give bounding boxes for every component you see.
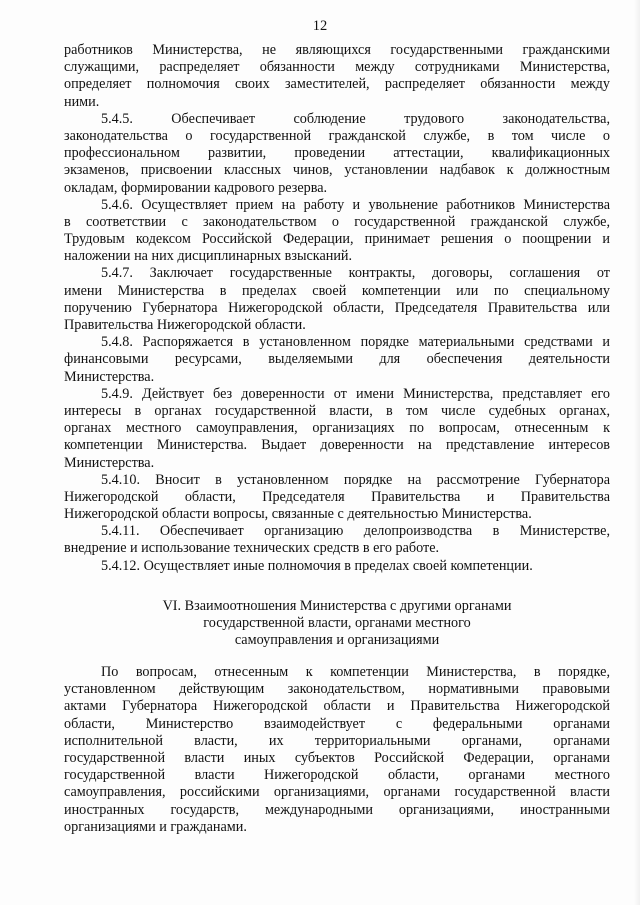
- text-line: экзаменов, присвоении классных чинов, установлении надбавок к должностным: [64, 162, 610, 179]
- paragraph: [64, 42, 610, 111]
- text-line: области, Министерство взаимодействует с федеральными органами: [64, 715, 610, 732]
- text-line: иностранных государств, международными организациями, иностранными: [64, 801, 610, 818]
- section-paragraph: [64, 664, 610, 836]
- paragraph: [64, 265, 610, 334]
- paragraph: [64, 558, 610, 575]
- text-line: 5.4.10. Вносит в установленном порядке на рассмотрение Губернатора: [101, 471, 610, 488]
- text-line: Трудовым кодексом Российской Федерации, принимает решения о поощрении и: [64, 231, 610, 248]
- page-number: 12: [312, 18, 328, 34]
- text-line: 5.4.5. Обеспечивает соблюдение трудового законодательства,: [101, 110, 610, 127]
- regulation-body: [64, 42, 610, 575]
- text-line: органах местного самоуправления, организациях по вопросам, отнесенным к: [64, 420, 610, 437]
- paragraph: [64, 386, 610, 472]
- text-line: поручению Губернатора Нижегородской области, Председателя Правительства или: [64, 299, 610, 316]
- heading-line: государственной власти, органами местного: [203, 615, 471, 632]
- heading-line: самоуправления и организациями: [234, 632, 440, 649]
- text-line: организациями и гражданами.: [64, 818, 247, 835]
- text-line: 5.4.7. Заключает государственные контракты, договоры, соглашения от: [101, 265, 610, 282]
- text-line: законодательства о государственной гражданской службе, в том числе о: [64, 127, 610, 144]
- text-line: компетенции Министерства. Выдает доверенности на представление интересов: [64, 437, 610, 454]
- text-line: актами Губернатора Нижегородской области и Правительства Нижегородской: [64, 698, 610, 715]
- text-line: определяет полномочия своих заместителей, распределяет обязанности между: [64, 76, 610, 93]
- text-line: 5.4.6. Осуществляет прием на работу и увольнение работников Министерства: [101, 196, 610, 213]
- paragraph: [64, 197, 610, 266]
- text-line: По вопросам, отнесенным к компетенции Министерства, в порядке,: [101, 664, 610, 680]
- text-line: Нижегородской области вопросы, связанные с деятельностью Министерства.: [64, 506, 532, 523]
- heading-line: VI. Взаимоотношения Министерства с другими органами: [162, 598, 512, 614]
- text-line: интересы в органах государственной власти, в том числе судебных органах,: [64, 402, 610, 419]
- text-line: внедрение и использование технических средств в его работе.: [64, 540, 440, 557]
- text-line: самоуправления, российскими организациями, органами государственной власти: [64, 784, 610, 801]
- paragraph: [64, 472, 610, 524]
- paragraph: [64, 523, 610, 557]
- text-line: государственной власти иных субъектов Российской Федерации, органами: [64, 749, 610, 766]
- text-line: финансовыми ресурсами, выделяемыми для обеспечения деятельности: [64, 351, 610, 368]
- text-line: 5.4.8. Распоряжается в установленном порядке материальными средствами и: [101, 334, 610, 351]
- paragraph: [64, 334, 610, 386]
- text-line: исполнительной власти, их территориальными органами, органами: [64, 732, 610, 749]
- text-line: окладам, формировании кадрового резерва.: [64, 179, 328, 196]
- text-line: наложении на них дисциплинарных взысканий.: [64, 248, 353, 265]
- section-heading: [64, 598, 610, 650]
- text-line: имени Министерства в пределах своей компетенции или по специальному: [64, 282, 610, 299]
- text-line: в соответствии с законодательством о государственной гражданской службе,: [64, 213, 610, 230]
- text-line: служащими, распределяет обязанности между сотрудниками Министерства,: [64, 59, 610, 76]
- text-line: 5.4.12. Осуществляет иные полномочия в пределах своей компетенции.: [101, 557, 533, 574]
- text-line: Министерства.: [64, 454, 155, 471]
- paragraph: [64, 111, 610, 197]
- text-line: установленном действующим законодательством, нормативными правовыми: [64, 681, 610, 698]
- text-line: работников Министерства, не являющихся государственными гражданскими: [64, 42, 610, 58]
- text-line: Нижегородской области, Председателя Правительства и Правительства: [64, 488, 610, 505]
- text-line: государственной власти Нижегородской области, органами местного: [64, 767, 610, 784]
- text-line: 5.4.11. Обеспечивает организацию делопроизводства в Министерстве,: [101, 523, 610, 540]
- text-line: 5.4.9. Действует без доверенности от имени Министерства, представляет его: [101, 385, 610, 402]
- text-line: профессиональном развитии, проведении аттестации, квалификационных: [64, 145, 610, 162]
- text-line: Правительства Нижегородской области.: [64, 317, 306, 333]
- text-line: ними.: [64, 93, 100, 110]
- text-line: Министерства.: [64, 368, 155, 385]
- scan-shadow: [634, 0, 640, 905]
